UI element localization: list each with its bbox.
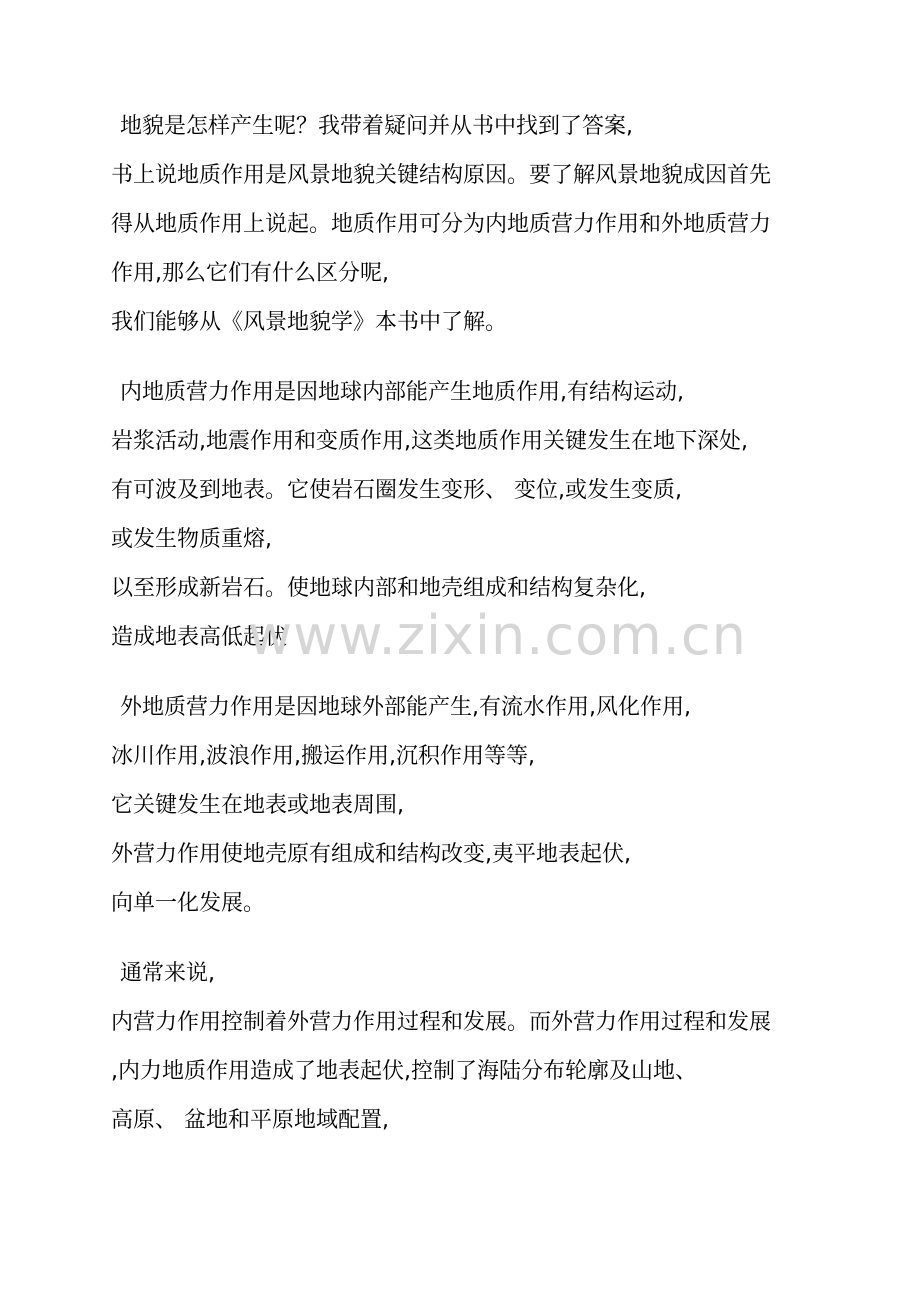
text-line: 或发生物质重熔, — [111, 527, 272, 552]
text-line: 地貌是怎样产生呢？我带着疑问并从书中找到了答案, — [120, 114, 633, 139]
text-line: 内营力作用控制着外营力作用过程和发展。而外营力作用过程和发展 — [111, 1010, 772, 1035]
text-line: 冰川作用,波浪作用,搬运作用,沉积作用等等, — [111, 744, 535, 769]
text-line: 向单一化发展。 — [111, 891, 266, 916]
text-line: 作用,那么它们有什么区分呢, — [111, 261, 389, 286]
text-line: 以至形成新岩石。使地球内部和地壳组成和结构复杂化, — [111, 576, 646, 601]
text-line: 高原、 盆地和平原地域配置, — [111, 1108, 389, 1133]
text-line: ,内力地质作用造成了地表起伏,控制了海陆分布轮廓及山地、 — [111, 1059, 697, 1084]
text-line: 外地质营力作用是因地球外部能产生,有流水作用,风化作用, — [120, 695, 691, 720]
text-line: 内地质营力作用是因地球内部能产生地质作用,有结构运动, — [120, 380, 684, 405]
text-line: 书上说地质作用是风景地貌关键结构原因。要了解风景地貌成因首先 — [111, 163, 772, 188]
text-line: 它关键发生在地表或地表周围, — [111, 793, 404, 818]
text-line: 我们能够从《风景地貌学》本书中了解。 — [111, 310, 508, 335]
text-line: 造成地表高低起伏 — [111, 625, 288, 650]
watermark: www.zixin.com.cn — [248, 604, 747, 667]
text-line: 岩浆活动,地震作用和变质作用,这类地质作用关键发生在地下深处, — [111, 429, 748, 454]
text-line: 通常来说, — [120, 961, 215, 986]
text-line: 得从地质作用上说起。地质作用可分为内地质营力作用和外地质营力 — [111, 212, 772, 237]
text-line: 外营力作用使地壳原有组成和结构改变,夷平地表起伏, — [111, 842, 631, 867]
text-line: 有可波及到地表。它使岩石圈发生变形、 变位,或发生变质, — [111, 478, 682, 503]
